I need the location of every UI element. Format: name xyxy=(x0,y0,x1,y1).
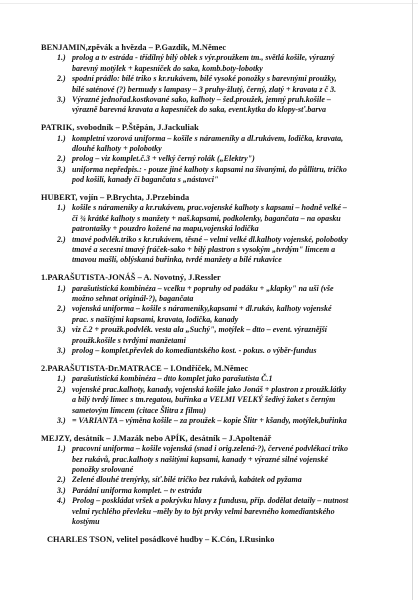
item-number: 2.) xyxy=(57,154,66,164)
item-line: parašutistická kombinéza – dtto komplet jako parašutista Č.1 xyxy=(72,374,273,384)
item-line: velmi rychlého převleku –měly by to být prvky velmi barevného komediantského xyxy=(72,506,335,516)
costume-item xyxy=(41,385,418,416)
character-heading: CHARLES TSON, velitel posádkové hudby – K.Cón, I.Rusinko xyxy=(47,534,275,544)
item-number: 3.) xyxy=(57,415,66,425)
item-line: bez rukávů, prac.kalhoty s našitými kapsami, kanady + výrazné silné vojenské xyxy=(72,454,328,464)
costume-item xyxy=(41,134,418,155)
item-line: výrazně barevná kravata a kapesníček do saka, event.kytka do klopy-sť.barva xyxy=(72,105,326,115)
item-number: 3.) xyxy=(57,325,66,335)
item-number: 3.) xyxy=(57,94,66,104)
item-line: kostýmu xyxy=(72,516,100,526)
item-line: Parádní uniforma komplet. – tv estráda xyxy=(72,485,202,495)
item-line: košile s nárameníky a kr.rukávem, prac.vojenské kalhoty s kapsami – hodně velké – xyxy=(72,203,347,213)
costume-item xyxy=(41,486,418,496)
item-number: 1.) xyxy=(57,374,66,384)
item-line: Prolog – poskládat vršek a pokrývku hlavy z fundusu, příp. dodělat detaily – nutnost xyxy=(72,496,349,506)
item-line: patrontašky + pouzdro kožené na mapu,vojenská lodička xyxy=(72,224,259,234)
costume-item xyxy=(41,444,418,475)
character-section-mejzy xyxy=(41,434,418,528)
item-number: 1.) xyxy=(57,283,66,293)
item-line: bílé saténové (?) bermudy s lampasy – 3 pruhy-žlutý, černý, zlatý + kravata z č 3. xyxy=(72,84,337,94)
item-number: 3.) xyxy=(57,164,66,174)
item-number: 2.) xyxy=(57,475,66,485)
costume-item xyxy=(41,284,418,305)
item-line: kompletní vzorová uniforma – košile s nárameníky a dl.rukávem, lodička, kravata, xyxy=(72,133,344,143)
item-number: 1.) xyxy=(57,133,66,143)
character-section-parasutista-matrace xyxy=(41,364,418,426)
scan-edge-top xyxy=(0,3,418,4)
item-line: prolog – viz komplet.č.3 + velký černý rolák („Elektry") xyxy=(72,154,255,164)
item-number: 4.) xyxy=(57,496,66,506)
item-line: tmavé a secesní tmavý fráček-sako + bílý plastron s vysokým „tvrdým" límcem a xyxy=(72,245,336,255)
item-number: 1.) xyxy=(57,203,66,213)
costume-item xyxy=(41,304,418,325)
item-line: Zelené dlouhé trenýrky, síť.bílé tričko bez rukávů, kabátek od pyžama xyxy=(72,475,302,485)
item-line: sametovým límcem (citace Šlitra z filmu) xyxy=(72,405,206,415)
item-line: prac. s našitými kapsami, kravata, lodička, kanady xyxy=(72,314,239,324)
character-heading: HUBERT, vojín – P.Brychta, J.Przebinda xyxy=(41,193,190,203)
item-line: tmavou mašlí, oblýskaná buřinka, tvrdé manžety a bílé rukavice xyxy=(72,255,282,265)
costume-item xyxy=(41,346,418,356)
item-line: spodní prádlo: bílé triko s kr.rukávem, bílé vysoké ponožky s barevnými proužky, xyxy=(72,74,337,84)
item-number: 2.) xyxy=(57,384,66,394)
character-heading: BENJAMIN,zpěvák a hvězda – P.Gazdík, M.Němec xyxy=(41,43,227,52)
costume-item xyxy=(41,154,418,164)
item-line: barevný motýlek + kapesníček do saka, komb.boty-lobotky xyxy=(72,63,263,73)
item-number: 2.) xyxy=(57,74,66,84)
item-line: možno sehnat originál-?), bagančata xyxy=(72,294,194,304)
item-line: pod košilí, kanady či bagančata s „nástavci" xyxy=(72,175,219,185)
character-section-benjamin xyxy=(41,43,418,116)
costume-item xyxy=(41,74,418,95)
character-section-patrik xyxy=(41,123,418,185)
costume-item xyxy=(41,95,418,116)
item-number: 3.) xyxy=(57,485,66,495)
character-section-parasutista-jonas xyxy=(41,273,418,356)
costume-item xyxy=(41,325,418,346)
item-number: 1.) xyxy=(57,444,66,454)
item-number: 3.) xyxy=(57,346,66,356)
character-section-hubert xyxy=(41,193,418,266)
costume-item xyxy=(41,475,418,485)
costume-item xyxy=(41,374,418,384)
item-line: tmavé podvlék.triko s kr.rukávem, těsné – velmi velké dl.kalhoty vojenské, polobotky xyxy=(72,234,348,244)
character-section-charles xyxy=(41,535,418,545)
item-line: proužk.košile s tvrdými manžetami xyxy=(72,335,186,345)
item-line: ponožky srolované xyxy=(72,464,134,474)
item-number: 2.) xyxy=(57,304,66,314)
item-line: či ¾ krátké kalhoty s manžety + naš.kapsami, podkolenky, bagančata – na opasku xyxy=(72,213,341,223)
item-line: prolog – komplet.převlek do komediantského kost. - pokus. o výběr-fundus xyxy=(72,346,317,356)
item-line: vojenské prac.kalhoty, kanady, vojenská košile jako Jonáš + plastron z proužk.látky xyxy=(72,384,347,394)
item-line: parašutistická kombinéza – vcelku + popruhy od padáku + „klapky" na uši (vše xyxy=(72,283,334,293)
costume-item xyxy=(41,416,418,426)
item-line: prolog a tv estráda - třídílný bílý oblek s výr.proužkem tm., světlá košile, výrazný xyxy=(72,53,335,63)
character-heading: 1.PARAŠUTISTA-JONÁŠ – A. Novotný, J.Ressler xyxy=(41,273,221,283)
item-line: a bílý tvrdý límec s tm.regatou, buřinka a VELMI VELKÝ šedivý žaket s černým xyxy=(72,395,336,405)
character-heading: PATRIK, svobodník – P.Štěpán, J.Jackuliak xyxy=(41,123,199,133)
costume-item xyxy=(41,53,418,74)
item-number: 1.) xyxy=(57,53,66,63)
costume-item xyxy=(41,235,418,266)
item-line: vojenská uniforma – košile s nárameníky,kapsami + dl.rukáv, kalhoty vojenské xyxy=(72,304,332,314)
character-heading: 2.PARAŠUTISTA-Dr.MATRACE – I.Ondříček, M.Němec xyxy=(41,363,249,373)
character-heading: MEJZY, desátník – J.Mazák nebo APÍK, desátník – J.Apoltenář xyxy=(41,433,272,443)
item-line: pracovní uniforma – košile vojenská (snad i orig.zelená-?), červené podvlékací triko xyxy=(72,444,348,454)
item-line: viz č.2 + proužk.podvlék. vesta ala „Suchý", motýlek – dtto – event. výraznější xyxy=(72,325,327,335)
item-line: dlouhé kalhoty + polobotky xyxy=(72,144,162,154)
costume-item xyxy=(41,165,418,186)
costume-item xyxy=(41,203,418,234)
item-line: = VARIANTA – výměna košile – za proužek – kopie Šlitr + kšandy, motýlek,buřinka xyxy=(72,415,347,425)
item-line: Výrazné jednořad.kostkované sako, kalhoty – šed.proužek, jemný pruh.košile – xyxy=(72,94,331,104)
costume-item xyxy=(41,496,418,527)
item-line: uniforma nepředpis.: - pouze jiné kalhoty s kapsami na šivanými, do půllitru, tričko xyxy=(72,164,347,174)
item-number: 2.) xyxy=(57,234,66,244)
